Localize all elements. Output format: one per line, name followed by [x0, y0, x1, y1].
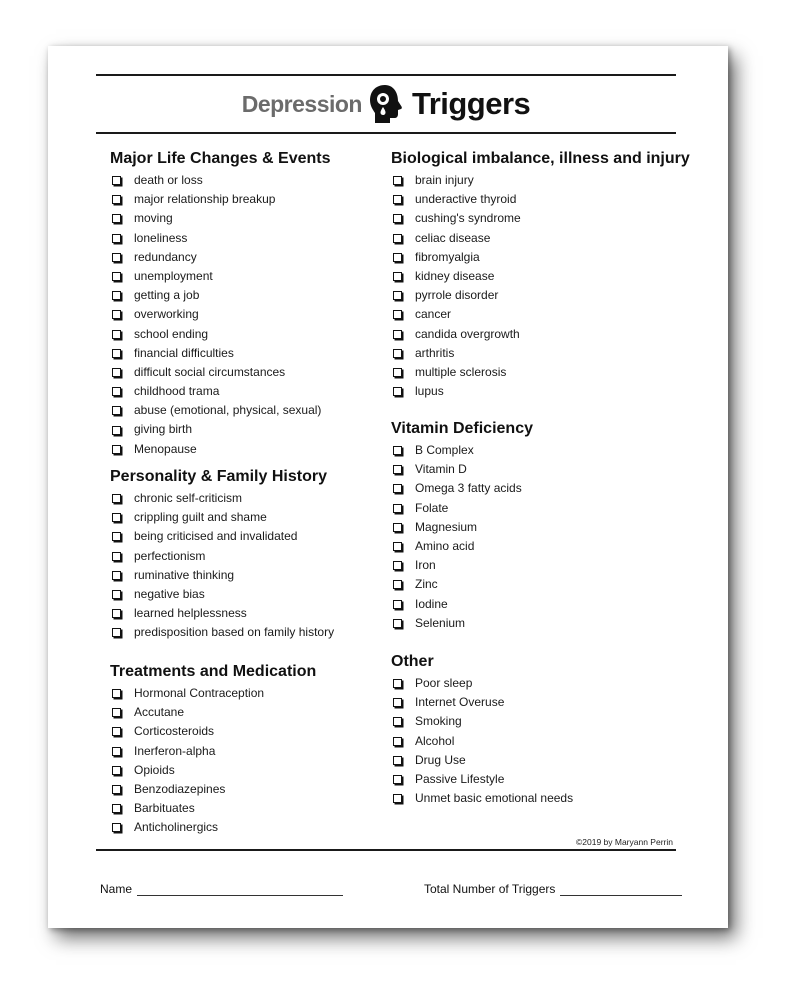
checklist-item[interactable]: moving: [110, 209, 331, 228]
checkbox[interactable]: [393, 717, 402, 726]
title-bottom-rule: [96, 132, 676, 134]
checkbox[interactable]: [112, 176, 121, 185]
checklist-item[interactable]: negative bias: [110, 585, 334, 604]
checkbox[interactable]: [112, 426, 121, 435]
checkbox[interactable]: [393, 523, 402, 532]
checkbox[interactable]: [112, 766, 121, 775]
checkbox[interactable]: [393, 794, 402, 803]
checklist: [110, 684, 316, 838]
checklist-item[interactable]: abuse (emotional, physical, sexual): [110, 401, 331, 420]
checkbox[interactable]: [393, 580, 402, 589]
checkbox[interactable]: [393, 349, 402, 358]
checklist-item[interactable]: redundancy: [110, 248, 331, 267]
checklist-item[interactable]: multiple sclerosis: [391, 363, 690, 382]
checklist-item[interactable]: Zinc: [391, 575, 533, 594]
checklist-item[interactable]: brain injury: [391, 171, 690, 190]
checkbox[interactable]: [393, 368, 402, 377]
checkbox[interactable]: [112, 368, 121, 377]
checkbox[interactable]: [393, 214, 402, 223]
checklist-item[interactable]: difficult social circumstances: [110, 363, 331, 382]
checkbox[interactable]: [393, 619, 402, 628]
checklist-item[interactable]: Smoking: [391, 712, 573, 731]
checkbox[interactable]: [112, 387, 121, 396]
checklist-item[interactable]: Anticholinergics: [110, 818, 316, 837]
checklist-item[interactable]: Passive Lifestyle: [391, 770, 573, 789]
page-title: [96, 78, 676, 130]
checklist-item[interactable]: school ending: [110, 325, 331, 344]
checkbox[interactable]: [112, 195, 121, 204]
checklist-item[interactable]: overworking: [110, 305, 331, 324]
checkbox[interactable]: [112, 552, 121, 561]
title-triggers: Triggers: [411, 86, 531, 121]
name-field[interactable]: [100, 882, 343, 896]
checklist-item[interactable]: arthritis: [391, 344, 690, 363]
checklist-item[interactable]: Poor sleep: [391, 674, 573, 693]
checkbox[interactable]: [393, 446, 402, 455]
checklist-item[interactable]: financial difficulties: [110, 344, 331, 363]
checkbox[interactable]: [393, 465, 402, 474]
section-major-life-changes: [110, 150, 331, 459]
checkbox[interactable]: [112, 513, 121, 522]
checkbox[interactable]: [393, 679, 402, 688]
checkbox[interactable]: [393, 176, 402, 185]
total-triggers-field[interactable]: [424, 882, 682, 896]
checklist-item[interactable]: perfectionism: [110, 547, 334, 566]
top-rule: [96, 74, 676, 76]
checkbox[interactable]: [393, 756, 402, 765]
section-heading: Personality & Family History: [110, 468, 327, 485]
section-treatments-medication: [110, 663, 316, 838]
checklist-item[interactable]: Drug Use: [391, 751, 573, 770]
section-vitamin-deficiency: [391, 420, 533, 633]
total-triggers-blank-line[interactable]: [560, 883, 682, 896]
checklist-item[interactable]: kidney disease: [391, 267, 690, 286]
total-triggers-label: Total Number of Triggers: [424, 882, 556, 896]
checkbox[interactable]: [112, 804, 121, 813]
worksheet-page: [48, 46, 728, 928]
section-other: [391, 653, 573, 808]
checklist-item[interactable]: Iron: [391, 556, 533, 575]
checkbox[interactable]: [112, 272, 121, 281]
checkbox[interactable]: [112, 310, 121, 319]
checklist-item[interactable]: lupus: [391, 382, 690, 401]
checkbox[interactable]: [112, 349, 121, 358]
checkbox[interactable]: [393, 737, 402, 746]
section-heading: Treatments and Medication: [110, 663, 317, 680]
checklist-item[interactable]: Omega 3 fatty acids: [391, 479, 533, 498]
name-blank-line[interactable]: [137, 883, 343, 896]
checklist-item[interactable]: Accutane: [110, 703, 316, 722]
checklist-item[interactable]: being criticised and invalidated: [110, 527, 334, 546]
checkbox[interactable]: [112, 494, 121, 503]
checkbox[interactable]: [112, 727, 121, 736]
checklist-item[interactable]: chronic self-criticism: [110, 489, 334, 508]
checklist-item[interactable]: Folate: [391, 499, 533, 518]
checklist-item[interactable]: fibromyalgia: [391, 248, 690, 267]
checkbox[interactable]: [393, 484, 402, 493]
checklist-item[interactable]: crippling guilt and shame: [110, 508, 334, 527]
checklist-item[interactable]: unemployment: [110, 267, 331, 286]
checklist-item[interactable]: Magnesium: [391, 518, 533, 537]
checkbox[interactable]: [112, 689, 121, 698]
checklist-item[interactable]: getting a job: [110, 286, 331, 305]
checkbox[interactable]: [112, 214, 121, 223]
checklist-item[interactable]: celiac disease: [391, 229, 690, 248]
checklist-item[interactable]: Barbituates: [110, 799, 316, 818]
checklist-item[interactable]: B Complex: [391, 441, 533, 460]
checkbox[interactable]: [393, 561, 402, 570]
checklist-item[interactable]: childhood trama: [110, 382, 331, 401]
checkbox[interactable]: [393, 504, 402, 513]
checkbox[interactable]: [393, 310, 402, 319]
checklist: [110, 171, 331, 459]
checklist-item[interactable]: ruminative thinking: [110, 566, 334, 585]
checkbox[interactable]: [112, 532, 121, 541]
checkbox[interactable]: [112, 609, 121, 618]
checklist-item[interactable]: Corticosteroids: [110, 722, 316, 741]
checkbox[interactable]: [393, 291, 402, 300]
checkbox[interactable]: [112, 747, 121, 756]
checkbox[interactable]: [393, 330, 402, 339]
copyright-notice: ©2019 by Maryann Perrin: [576, 837, 673, 847]
checkbox[interactable]: [393, 272, 402, 281]
checklist-item[interactable]: Amino acid: [391, 537, 533, 556]
checklist-item[interactable]: candida overgrowth: [391, 325, 690, 344]
checkbox[interactable]: [112, 628, 121, 637]
checklist-item[interactable]: Internet Overuse: [391, 693, 573, 712]
checkbox[interactable]: [393, 775, 402, 784]
checkbox[interactable]: [112, 253, 121, 262]
checkbox[interactable]: [393, 195, 402, 204]
checkbox[interactable]: [112, 785, 121, 794]
checklist-item[interactable]: Hormonal Contraception: [110, 684, 316, 703]
checklist: [391, 441, 533, 633]
checkbox[interactable]: [112, 330, 121, 339]
checkbox[interactable]: [112, 291, 121, 300]
title-depression: Depression: [241, 90, 362, 117]
section-biological-imbalance: [391, 150, 690, 401]
checklist: [110, 489, 334, 643]
checklist-item[interactable]: Unmet basic emotional needs: [391, 789, 573, 808]
checklist-item[interactable]: Inerferon-alpha: [110, 742, 316, 761]
checkbox[interactable]: [112, 823, 121, 832]
section-heading: Vitamin Deficiency: [391, 420, 533, 437]
checklist-item[interactable]: pyrrole disorder: [391, 286, 690, 305]
checklist: [391, 171, 690, 401]
checklist: [391, 674, 573, 808]
checkbox[interactable]: [393, 387, 402, 396]
checklist-item[interactable]: cancer: [391, 305, 690, 324]
checkbox[interactable]: [112, 708, 121, 717]
checklist-item[interactable]: learned helplessness: [110, 604, 334, 623]
checklist-item[interactable]: underactive thyroid: [391, 190, 690, 209]
checklist-item[interactable]: Benzodiazepines: [110, 780, 316, 799]
section-heading: Biological imbalance, illness and injury: [391, 150, 690, 167]
checklist-item[interactable]: major relationship breakup: [110, 190, 331, 209]
checklist-item[interactable]: Opioids: [110, 761, 316, 780]
section-heading: Major Life Changes & Events: [110, 150, 331, 167]
checklist-item[interactable]: giving birth: [110, 420, 331, 439]
checkbox[interactable]: [393, 600, 402, 609]
checkbox[interactable]: [112, 590, 121, 599]
footer-rule: [96, 849, 676, 851]
checklist-item[interactable]: Iodine: [391, 595, 533, 614]
section-personality-family-history: [110, 468, 334, 643]
section-heading: Other: [391, 653, 434, 670]
checklist-item[interactable]: predisposition based on family history: [110, 623, 334, 642]
checkbox[interactable]: [112, 445, 121, 454]
checklist-item[interactable]: Alcohol: [391, 732, 573, 751]
checklist-item[interactable]: Menopause: [110, 440, 331, 459]
name-label: Name: [100, 882, 133, 896]
checkbox[interactable]: [112, 571, 121, 580]
checkbox[interactable]: [393, 542, 402, 551]
checklist-item[interactable]: Vitamin D: [391, 460, 533, 479]
checklist-item[interactable]: loneliness: [110, 229, 331, 248]
checkbox[interactable]: [393, 234, 402, 243]
checklist-item[interactable]: Selenium: [391, 614, 533, 633]
checkbox[interactable]: [112, 234, 121, 243]
checkbox[interactable]: [393, 253, 402, 262]
head-teardrop-icon: [368, 83, 404, 125]
checkbox[interactable]: [393, 698, 402, 707]
checklist-item[interactable]: cushing's syndrome: [391, 209, 690, 228]
checklist-item[interactable]: death or loss: [110, 171, 331, 190]
checkbox[interactable]: [112, 406, 121, 415]
